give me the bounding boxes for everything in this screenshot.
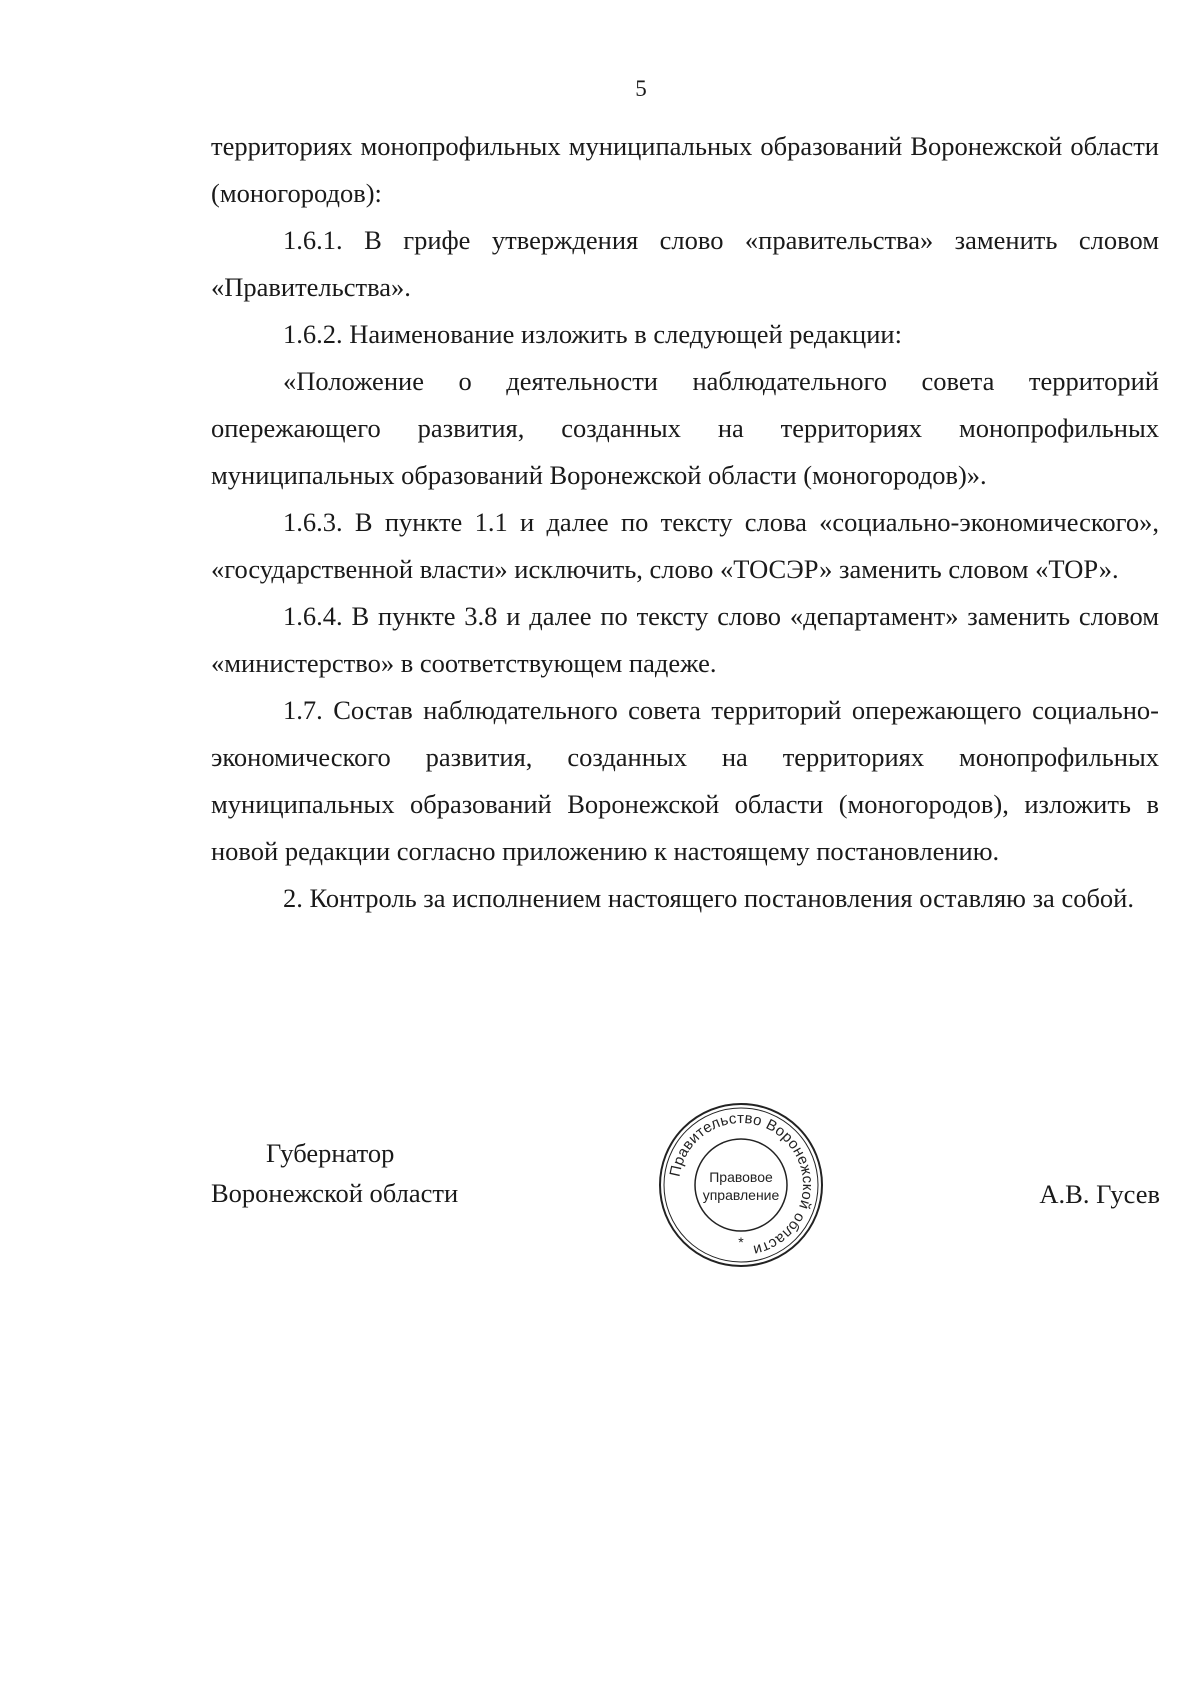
signature-block [211,1133,458,1213]
paragraph-1-6-1: 1.6.1. В грифе утверждения слово «правительства» заменить словом «Правительства». [211,225,1159,302]
paragraph-new-title: «Положение о деятельности наблюдательного совета территорий опережающего развития, созданных на территориях монопрофильных муниципальных образований Воронежской области (моногородов)». [211,366,1159,490]
paragraph-2: 2. Контроль за исполнением настоящего постановления оставляю за собой. [283,883,1134,913]
paragraph-1-6-4: 1.6.4. В пункте 3.8 и далее по тексту слово «департамент» заменить словом «министерство» в соответствующем падеже. [211,601,1159,678]
paragraph-1-6-2: 1.6.2. Наименование изложить в следующей редакции: [283,319,902,349]
signature-position-line1: Губернатор [266,1138,395,1168]
stamp-seal-icon [656,1100,826,1270]
paragraph-continuation: территориях монопрофильных муниципальных образований Воронежской области (моногородов): [211,131,1159,208]
signer-name: А.В. Гусев [1039,1179,1160,1209]
document-body [211,123,1159,922]
page-number: 5 [635,76,647,101]
official-stamp [656,1100,826,1270]
stamp-outer-text: Правительство Воронежской области [666,1109,817,1259]
stamp-star: * [738,1234,744,1250]
paragraph-1-6-3: 1.6.3. В пункте 1.1 и далее по тексту слова «социально-экономического», «государственной власти» исключить, слово «ТОСЭР» заменить словом «ТОР». [211,507,1159,584]
signature-position-line2: Воронежской области [211,1178,459,1208]
paragraph-1-7: 1.7. Состав наблюдательного совета территорий опережающего социально-экономического развития, созданных на территориях монопрофильных муниципальных образований Воронежской области (моногородов), изложить в новой редакции согласно приложению к настоящему постановлению. [211,695,1159,866]
stamp-inner-line1: Правовое [709,1169,773,1185]
stamp-inner-line2: управление [702,1187,780,1203]
